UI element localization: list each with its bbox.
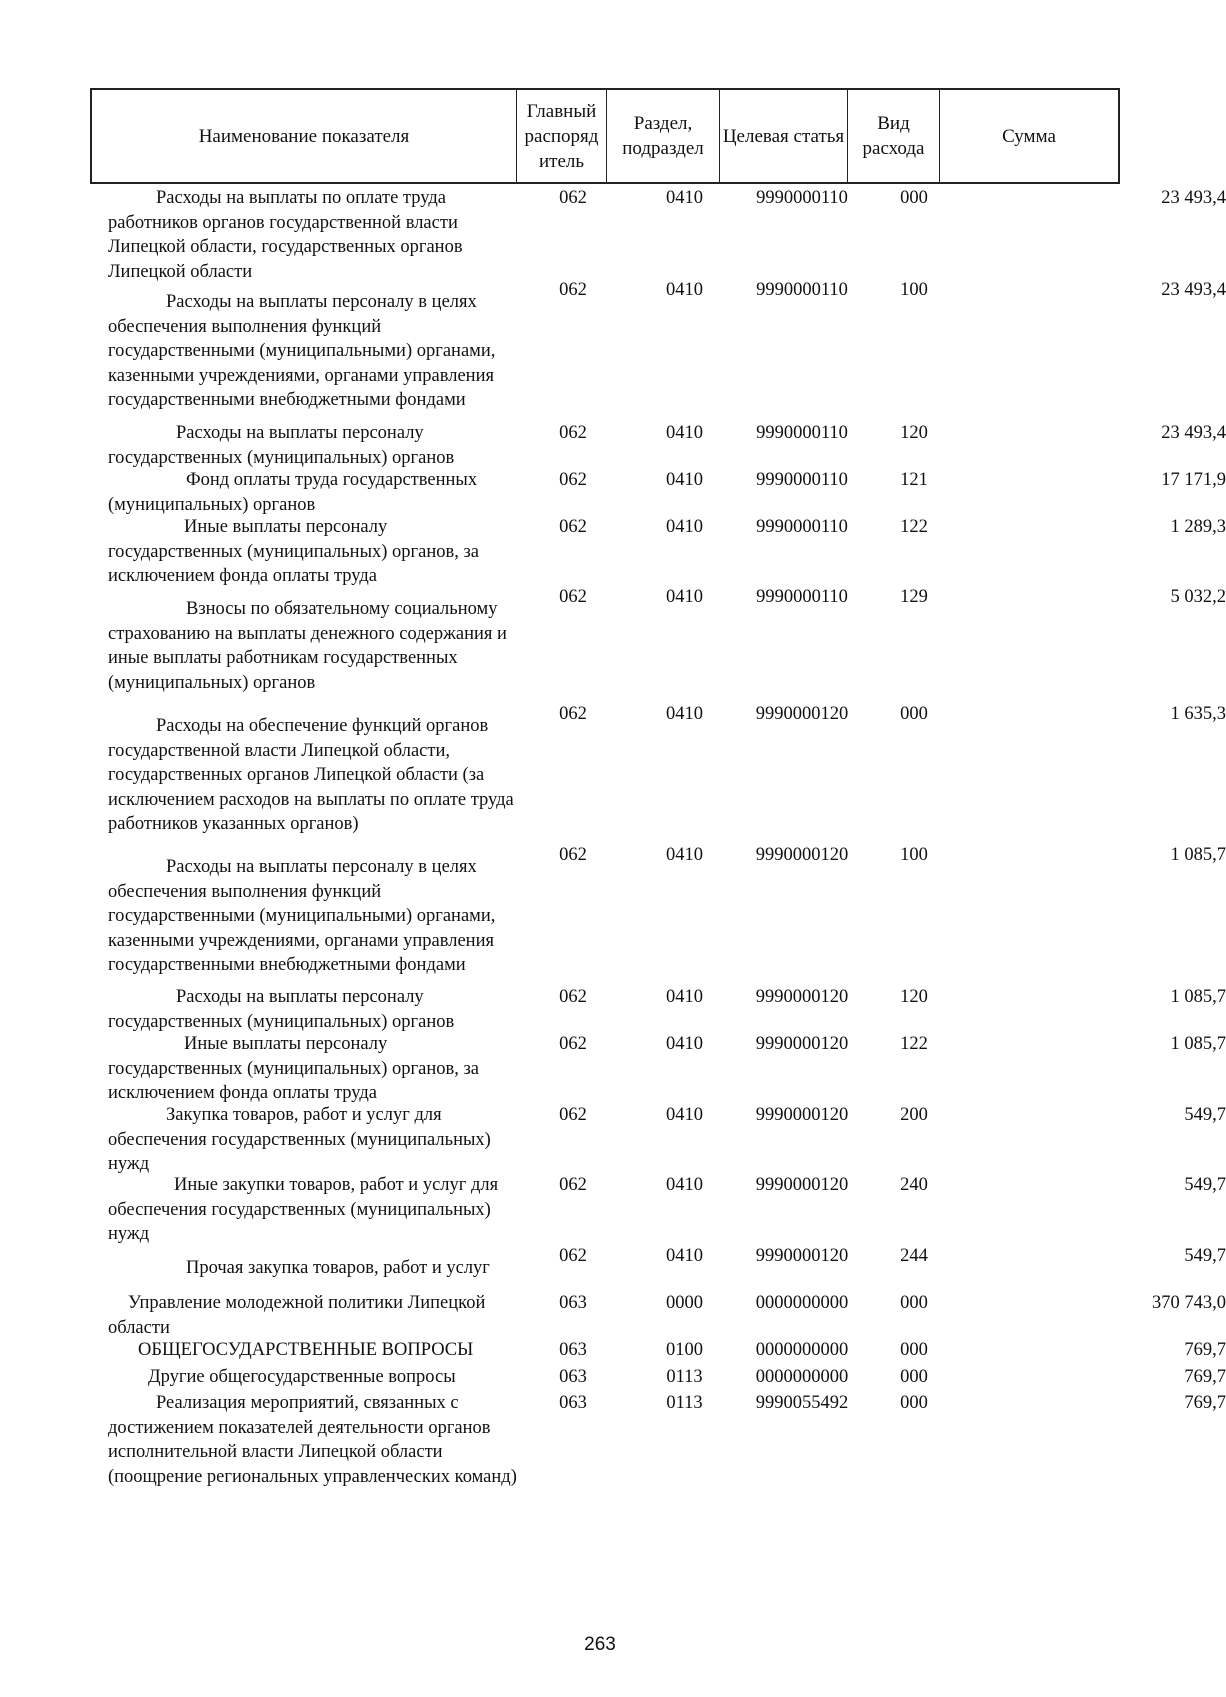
- row-glav: 062: [559, 704, 587, 724]
- row-vid: 000: [900, 1393, 928, 1413]
- row-sum: 370 743,0: [1152, 1293, 1226, 1313]
- row-glav: 062: [559, 1105, 587, 1125]
- header-vid: Вид расхода: [848, 90, 940, 182]
- row-vid: 240: [900, 1175, 928, 1195]
- row-razdel: 0410: [666, 470, 703, 490]
- row-name: ОБЩЕГОСУДАРСТВЕННЫЕ ВОПРОСЫ: [138, 1340, 474, 1360]
- row-sum: 769,7: [1184, 1340, 1226, 1360]
- row-stat: 9990000110: [756, 423, 848, 443]
- row-vid: 000: [900, 188, 928, 208]
- row-glav: 062: [559, 517, 587, 537]
- row-stat: 9990000120: [755, 845, 849, 865]
- row-vid: 120: [900, 423, 928, 443]
- row-razdel: 0410: [666, 280, 703, 300]
- row-vid: 000: [900, 704, 928, 724]
- row-razdel: 0410: [666, 587, 703, 607]
- row-razdel: 0113: [666, 1393, 703, 1413]
- row-stat: 9990000110: [756, 470, 848, 490]
- row-vid: 244: [900, 1246, 928, 1266]
- row-sum: 1 085,7: [1170, 987, 1226, 1007]
- row-name: Реализация мероприятий, связанных с достижением показателей деятельности органов исполнительной власти Липецкой области (поощрение региональных управленческих команд): [108, 1393, 517, 1487]
- row-stat: 9990000110: [756, 517, 848, 537]
- row-glav: 062: [559, 587, 587, 607]
- row-glav: 063: [559, 1340, 587, 1360]
- row-sum: 23 493,4: [1161, 188, 1226, 208]
- row-sum: 549,7: [1184, 1175, 1226, 1195]
- row-razdel: 0410: [666, 1246, 703, 1266]
- header-name: Наименование показателя: [92, 90, 517, 182]
- row-sum: 23 493,4: [1161, 423, 1226, 443]
- row-name: Иные выплаты персоналу государственных (муниципальных) органов, за исключением фонда оплаты труда: [108, 517, 479, 586]
- row-sum: 17 171,9: [1161, 470, 1226, 490]
- row-vid: 200: [900, 1105, 928, 1125]
- header-razdel: Раздел, подраздел: [607, 90, 720, 182]
- page-number: 263: [584, 1634, 616, 1655]
- row-name: Расходы на выплаты персоналу в целях обеспечения выполнения функций государственными (муниципальными) органами, казенными учреждениями, органами управления государственными внебюджетными фондами: [108, 857, 496, 975]
- row-razdel: 0410: [666, 517, 703, 537]
- row-name: Фонд оплаты труда государственных (муниципальных) органов: [108, 470, 478, 515]
- row-razdel: 0410: [666, 423, 703, 443]
- row-stat: 9990000120: [755, 704, 849, 724]
- row-name: Расходы на обеспечение функций органов государственной власти Липецкой области, государственных органов Липецкой области (за исключением расходов на выплаты по оплате труда работников указанных органов): [108, 716, 514, 834]
- row-razdel: 0410: [666, 845, 703, 865]
- row-vid: 000: [900, 1293, 928, 1313]
- row-name: Иные закупки товаров, работ и услуг для обеспечения государственных (муниципальных) нужд: [108, 1175, 499, 1244]
- row-vid: 122: [900, 517, 928, 537]
- row-vid: 000: [900, 1367, 928, 1387]
- row-razdel: 0410: [666, 1034, 703, 1054]
- row-name: Расходы на выплаты персоналу в целях обеспечения выполнения функций государственными (муниципальными) органами, казенными учреждениями, органами управления государственными внебюджетными фондами: [108, 292, 496, 410]
- row-stat: 0000000000: [755, 1340, 849, 1360]
- row-vid: 100: [900, 845, 928, 865]
- row-stat: 9990000110: [756, 280, 848, 300]
- row-sum: 1 085,7: [1170, 1034, 1226, 1054]
- row-sum: 769,7: [1184, 1367, 1226, 1387]
- row-razdel: 0100: [666, 1340, 703, 1360]
- row-name: Расходы на выплаты персоналу государственных (муниципальных) органов: [108, 423, 455, 468]
- header-stat: Целевая статья: [720, 90, 848, 182]
- table-header: [90, 88, 1120, 184]
- row-sum: 1 289,3: [1170, 517, 1226, 537]
- row-stat: 9990055492: [755, 1393, 849, 1413]
- row-sum: 549,7: [1184, 1105, 1226, 1125]
- row-sum: 549,7: [1184, 1246, 1226, 1266]
- row-stat: 9990000110: [756, 587, 848, 607]
- row-name: Прочая закупка товаров, работ и услуг: [186, 1258, 490, 1278]
- row-glav: 063: [559, 1293, 587, 1313]
- row-razdel: 0000: [666, 1293, 703, 1313]
- row-name: Другие общегосударственные вопросы: [148, 1367, 456, 1387]
- row-glav: 062: [559, 1246, 587, 1266]
- row-vid: 100: [900, 280, 928, 300]
- row-name: Закупка товаров, работ и услуг для обеспечения государственных (муниципальных) нужд: [108, 1105, 491, 1174]
- row-sum: 5 032,2: [1170, 587, 1226, 607]
- row-razdel: 0410: [666, 1105, 703, 1125]
- row-sum: 1 085,7: [1170, 845, 1226, 865]
- row-stat: 9990000120: [755, 1175, 849, 1195]
- row-vid: 129: [900, 587, 928, 607]
- row-sum: 1 635,3: [1170, 704, 1226, 724]
- row-glav: 062: [559, 280, 587, 300]
- row-razdel: 0113: [666, 1367, 703, 1387]
- row-stat: 9990000120: [755, 987, 849, 1007]
- row-razdel: 0410: [666, 704, 703, 724]
- row-stat: 9990000120: [755, 1246, 849, 1266]
- row-name: Иные выплаты персоналу государственных (муниципальных) органов, за исключением фонда оплаты труда: [108, 1034, 479, 1103]
- header-glav: Главный распоряд итель: [517, 90, 607, 182]
- row-name: Управление молодежной политики Липецкой области: [108, 1293, 486, 1338]
- row-vid: 122: [900, 1034, 928, 1054]
- row-glav: 062: [559, 470, 587, 490]
- row-stat: 0000000000: [755, 1293, 849, 1313]
- row-stat: 9990000120: [755, 1105, 849, 1125]
- row-stat: 0000000000: [755, 1367, 849, 1387]
- header-sum: Сумма: [1002, 125, 1056, 147]
- row-stat: 9990000120: [755, 1034, 849, 1054]
- row-razdel: 0410: [666, 987, 703, 1007]
- row-name: Взносы по обязательному социальному страхованию на выплаты денежного содержания и иные выплаты работникам государственных (муниципальных) органов: [108, 599, 507, 693]
- row-sum: 23 493,4: [1161, 280, 1226, 300]
- row-vid: 000: [900, 1340, 928, 1360]
- row-name: Расходы на выплаты персоналу государственных (муниципальных) органов: [108, 987, 455, 1032]
- row-name: Расходы на выплаты по оплате труда работников органов государственной власти Липецкой области, государственных органов Липецкой области: [108, 188, 463, 282]
- row-stat: 9990000110: [756, 188, 848, 208]
- row-vid: 121: [900, 470, 928, 490]
- row-glav: 062: [559, 423, 587, 443]
- row-vid: 120: [900, 987, 928, 1007]
- row-glav: 062: [559, 1175, 587, 1195]
- row-sum: 769,7: [1184, 1393, 1226, 1413]
- row-glav: 063: [559, 1393, 587, 1413]
- row-glav: 062: [559, 845, 587, 865]
- row-razdel: 0410: [666, 188, 703, 208]
- row-glav: 062: [559, 1034, 587, 1054]
- row-glav: 062: [559, 987, 587, 1007]
- row-glav: 062: [559, 188, 587, 208]
- row-razdel: 0410: [666, 1175, 703, 1195]
- row-glav: 063: [559, 1367, 587, 1387]
